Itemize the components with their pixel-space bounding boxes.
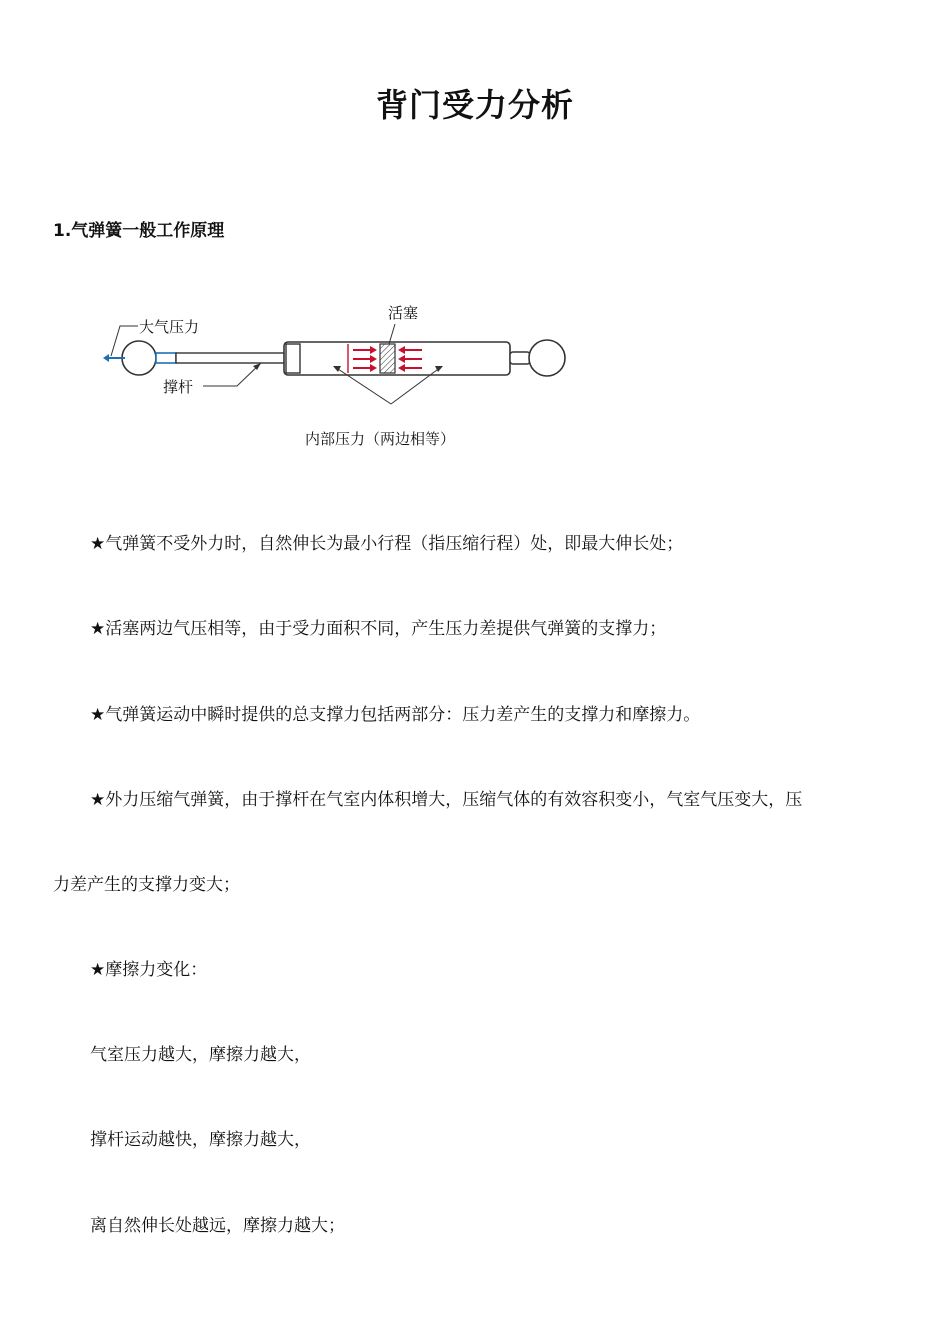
pressure-arrows-right — [398, 346, 422, 372]
cylinder-body — [284, 342, 510, 375]
gas-spring-diagram — [95, 294, 575, 459]
paragraph-2: ★活塞两边气压相等，由于受力面积不同，产生压力差提供气弹簧的支撑力； — [90, 619, 667, 639]
paragraph-4-line-2: 力差产生的支撑力变大； — [53, 875, 240, 895]
internal-pressure-label: 内部压力（两边相等） — [305, 430, 456, 448]
page-title: 背门受力分析 — [375, 86, 574, 124]
cylinder-seal — [286, 344, 300, 373]
piston — [380, 344, 395, 373]
paragraph-3: ★气弹簧运动中瞬时提供的总支撑力包括两部分：压力差产生的支撑力和摩擦力。 — [90, 705, 701, 725]
paragraph-1: ★气弹簧不受外力时，自然伸长为最小行程（指压缩行程）处，即最大伸长处； — [90, 534, 684, 554]
cylinder-end-connector — [510, 352, 530, 364]
rod-leader — [203, 363, 261, 386]
rod-label: 撑杆 — [163, 378, 194, 396]
pressure-arrows-left — [353, 346, 377, 372]
piston-leader — [389, 324, 395, 344]
rod-end-connector — [156, 353, 176, 363]
paragraph-6: 气室压力越大，摩擦力越大， — [90, 1045, 311, 1065]
paragraph-4-line-1: ★外力压缩气弹簧，由于撑杆在气室内体积增大，压缩气体的有效容积变小，气室气压变大，压 — [90, 790, 803, 810]
paragraph-5: ★摩擦力变化： — [90, 960, 208, 980]
paragraph-7: 撑杆运动越快，摩擦力越大， — [90, 1130, 311, 1150]
paragraph-8: 离自然伸长处越远，摩擦力越大； — [90, 1216, 345, 1236]
left-ball-joint — [122, 341, 156, 375]
right-ball-joint — [529, 340, 565, 376]
atmospheric-pressure-label: 大气压力 — [139, 318, 200, 336]
section-heading: 1.气弹簧一般工作原理 — [53, 221, 225, 241]
atmospheric-pointer-head — [103, 354, 109, 362]
piston-label: 活塞 — [388, 304, 419, 322]
